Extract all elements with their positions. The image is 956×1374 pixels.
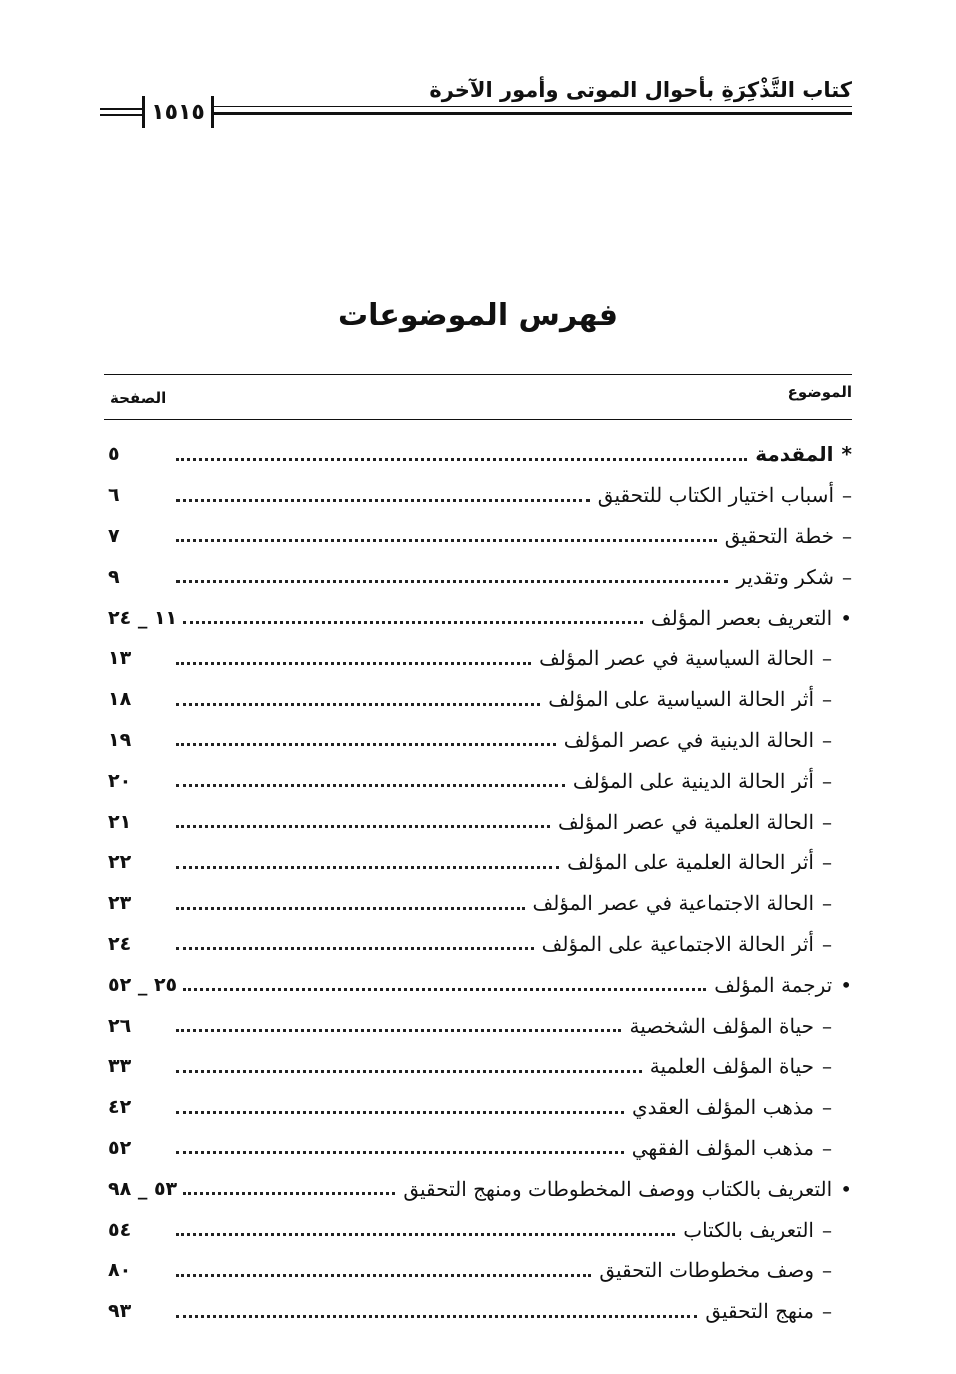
bullet-icon: • xyxy=(840,605,852,630)
toc-entry-page: ٢٣ xyxy=(108,892,132,915)
toc-entry-page: ٦ xyxy=(108,484,120,507)
toc-entry xyxy=(104,842,852,883)
dot-leader xyxy=(176,1070,642,1073)
toc-entry-text: حياة المؤلف الشخصية xyxy=(629,1013,814,1038)
toc-entry-title xyxy=(558,728,852,752)
toc-entry-page: ١١ _ ٢٤ xyxy=(108,606,178,629)
toc-entry xyxy=(104,679,852,720)
toc-entry-text: أثر الحالة السياسية على المؤلف xyxy=(548,687,814,712)
toc-entry-title xyxy=(719,524,852,548)
dot-leader xyxy=(176,1315,697,1318)
dash-icon: – xyxy=(822,891,832,916)
dot-leader xyxy=(176,1111,624,1114)
toc-entry-text: الحالة الاجتماعية في عصر المؤلف xyxy=(532,891,814,916)
dash-icon: – xyxy=(842,523,852,548)
toc-entry-page: ٤٢ xyxy=(108,1096,132,1119)
dash-icon: – xyxy=(842,483,852,508)
toc-entry-page: ٢٠ xyxy=(108,769,132,792)
column-topic-label: الموضوع xyxy=(787,383,852,401)
toc-entry xyxy=(104,760,852,801)
dash-icon: – xyxy=(822,646,832,671)
header-rule-thick xyxy=(214,112,852,115)
toc-entry xyxy=(104,883,852,924)
dash-icon: – xyxy=(822,687,832,712)
asterisk-icon: * xyxy=(841,442,852,467)
header-rule-left-upper xyxy=(100,108,142,110)
toc-entry-page: ١٣ xyxy=(108,647,132,670)
toc-entry-page: ٩ xyxy=(108,565,120,588)
dash-icon: – xyxy=(822,1095,832,1120)
toc-entry-title xyxy=(730,565,852,589)
toc-entry-page: ٥٢ xyxy=(108,1136,132,1159)
toc-entry-text: أثر الحالة الدينية على المؤلف xyxy=(572,768,814,793)
toc-entry-text: مذهب المؤلف الفقهي xyxy=(631,1135,814,1160)
toc-entry-text: خطة التحقيق xyxy=(724,523,834,548)
bullet-icon: • xyxy=(840,1176,852,1201)
toc-entry-text: حياة المؤلف العلمية xyxy=(649,1054,814,1079)
toc-entry-text: شكر وتقدير xyxy=(736,564,834,589)
toc-entry xyxy=(104,1291,852,1332)
toc-entry-text: مذهب المؤلف العقدي xyxy=(631,1095,814,1120)
toc-entry-title xyxy=(644,1054,852,1078)
toc-entry xyxy=(104,638,852,679)
dash-icon: – xyxy=(842,564,852,589)
toc-entry-title xyxy=(708,973,852,997)
toc-entry-text: التعريف بالكتاب ووصف المخطوطات ومنهج التحقيق xyxy=(403,1176,833,1201)
dot-leader xyxy=(176,947,534,950)
toc-entry-text: وصف مخطوطات التحقيق xyxy=(599,1258,814,1283)
toc-entry xyxy=(104,1087,852,1128)
toc-entry xyxy=(104,1046,852,1087)
dash-icon: – xyxy=(822,931,832,956)
toc-entry-title xyxy=(567,769,852,793)
toc-entry-title xyxy=(542,687,852,711)
toc-entry-title xyxy=(592,483,852,507)
page-heading: فهرس الموضوعات xyxy=(337,298,619,333)
toc-entry-title xyxy=(397,1177,852,1201)
toc-entry-title xyxy=(536,932,852,956)
toc-entry-page: ١٨ xyxy=(108,688,132,711)
dash-icon: – xyxy=(822,1217,832,1242)
table-of-contents xyxy=(104,374,852,1332)
toc-entry-title xyxy=(623,1014,852,1038)
toc-entry-title xyxy=(677,1218,852,1242)
toc-entry xyxy=(104,475,852,516)
toc-entry xyxy=(104,434,852,475)
toc-entry xyxy=(104,556,852,597)
dot-leader xyxy=(176,743,556,746)
toc-entry-title xyxy=(626,1095,852,1119)
dot-leader xyxy=(176,1151,624,1154)
toc-entry-title xyxy=(699,1299,852,1323)
dot-leader xyxy=(176,662,531,665)
toc-entry-page: ٩٣ xyxy=(108,1300,132,1323)
dot-leader xyxy=(176,866,559,869)
dot-leader xyxy=(176,784,565,787)
toc-entry-title xyxy=(527,891,853,915)
toc-entry-text: المقدمة xyxy=(755,442,834,467)
page-number: ١٥١٥ xyxy=(142,96,214,128)
dash-icon: – xyxy=(822,768,832,793)
toc-entry-title xyxy=(626,1136,852,1160)
toc-entry-page: ٢١ xyxy=(108,810,132,833)
dot-leader xyxy=(176,825,550,828)
dash-icon: – xyxy=(822,1135,832,1160)
toc-entry xyxy=(104,964,852,1005)
bullet-icon: • xyxy=(840,972,852,997)
dot-leader xyxy=(176,907,525,910)
toc-entry-page: ٢٦ xyxy=(108,1014,132,1037)
toc-entry-page: ٢٢ xyxy=(108,851,132,874)
dash-icon: – xyxy=(822,850,832,875)
toc-entry-title xyxy=(645,606,852,630)
toc-entry-text: التعريف بالكتاب xyxy=(683,1217,814,1242)
toc-entry-page: ٥٣ _ ٩٨ xyxy=(108,1177,178,1200)
toc-entry-page: ٨٠ xyxy=(108,1259,132,1282)
toc-entry xyxy=(104,1128,852,1169)
toc-entry-text: أثر الحالة العلمية على المؤلف xyxy=(567,850,814,875)
toc-entry xyxy=(104,1250,852,1291)
toc-entry-title xyxy=(749,442,852,466)
toc-entry-text: الحالة الدينية في عصر المؤلف xyxy=(563,727,814,752)
header-rule-thin xyxy=(214,106,852,107)
toc-entry-title xyxy=(552,810,852,834)
dot-leader xyxy=(183,1192,395,1195)
dot-leader xyxy=(176,539,717,542)
toc-entry-page: ٥٤ xyxy=(108,1218,132,1241)
toc-entry xyxy=(104,1005,852,1046)
toc-entry-text: الحالة السياسية في عصر المؤلف xyxy=(539,646,814,671)
toc-entry-title xyxy=(533,646,852,670)
dot-leader xyxy=(176,1233,675,1236)
toc-entry xyxy=(104,720,852,761)
toc-entry-title xyxy=(593,1258,852,1282)
dash-icon: – xyxy=(822,727,832,752)
header-rule-left-lower xyxy=(100,114,142,116)
toc-entry-text: منهج التحقيق xyxy=(705,1299,814,1324)
dash-icon: – xyxy=(822,809,832,834)
toc-entry-page: ٥ xyxy=(108,443,120,466)
dash-icon: – xyxy=(822,1054,832,1079)
toc-entry xyxy=(104,801,852,842)
dash-icon: – xyxy=(822,1013,832,1038)
toc-entry xyxy=(104,597,852,638)
toc-entry-title xyxy=(561,850,852,874)
toc-entry-page: ٢٤ xyxy=(108,932,132,955)
dash-icon: – xyxy=(822,1258,832,1283)
toc-entry xyxy=(104,1168,852,1209)
toc-entry-page: ٣٣ xyxy=(108,1055,132,1078)
toc-entry xyxy=(104,1209,852,1250)
toc-entry-page: ١٩ xyxy=(108,728,132,751)
toc-entry-page: ٢٥ _ ٥٢ xyxy=(108,973,178,996)
toc-entry-text: التعريف بعصر المؤلف xyxy=(650,605,833,630)
dash-icon: – xyxy=(822,1299,832,1324)
dot-leader xyxy=(183,621,643,624)
dot-leader xyxy=(176,703,540,706)
dot-leader xyxy=(183,988,706,991)
toc-entry-text: الحالة العلمية في عصر المؤلف xyxy=(557,809,814,834)
dot-leader xyxy=(176,1274,591,1277)
running-title: كتاب التَّذْكِرَةِ بأحوال الموتى وأمور الآخرة xyxy=(429,78,852,102)
dot-leader xyxy=(176,499,590,502)
toc-entry-text: ترجمة المؤلف xyxy=(714,972,833,997)
dot-leader xyxy=(176,1029,621,1032)
toc-entry-text: أسباب اختيار الكتاب للتحقيق xyxy=(597,483,834,508)
toc-header-row xyxy=(104,374,852,420)
toc-entry-text: أثر الحالة الاجتماعية على المؤلف xyxy=(541,931,814,956)
dot-leader xyxy=(176,580,728,583)
dot-leader xyxy=(176,458,747,461)
column-page-label: الصفحة xyxy=(110,389,167,407)
toc-entries xyxy=(104,420,852,1332)
toc-entry-page: ٧ xyxy=(108,524,120,547)
toc-entry xyxy=(104,924,852,965)
toc-entry xyxy=(104,516,852,557)
